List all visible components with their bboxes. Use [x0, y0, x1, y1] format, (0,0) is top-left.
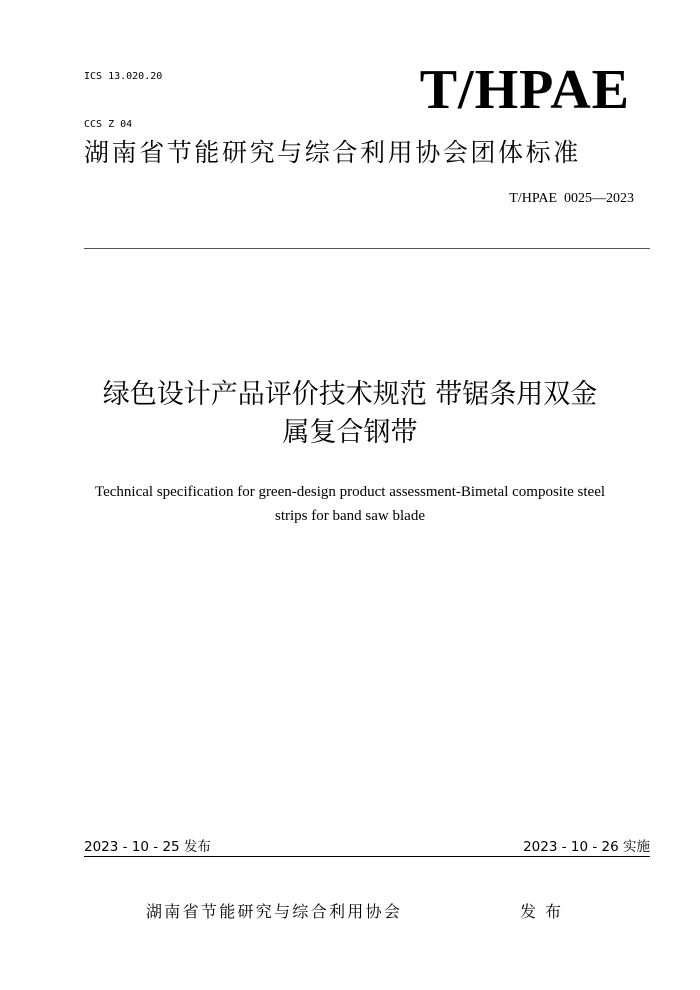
chinese-title — [0, 376, 700, 452]
english-title — [60, 480, 640, 528]
chinese-title-line-1: 绿色设计产品评价技术规范 带锯条用双金 — [102, 379, 598, 410]
issuing-organization: 湖南省节能研究与综合利用协会 — [146, 902, 403, 921]
chinese-title-line-2: 属复合钢带 — [282, 417, 418, 448]
organization-title: 湖南省节能研究与综合利用协会团体标准 — [84, 138, 581, 167]
classification-codes — [84, 37, 162, 149]
english-title-line-1: Technical specification for green-design product assessment-Bimetal composite steel — [94, 484, 606, 500]
standard-logo: T/HPAE — [419, 59, 630, 121]
ccs-code: CCS Z 04 — [84, 119, 133, 130]
header-divider — [84, 248, 650, 249]
english-title-line-2: strips for band saw blade — [275, 508, 425, 524]
issue-label: 发布 — [520, 902, 571, 921]
footer-divider — [84, 856, 650, 857]
standard-number: T/HPAE 0025—2023 — [509, 191, 634, 206]
effective-date: 2023 - 10 - 26 实施 — [523, 839, 650, 855]
publish-date: 2023 - 10 - 25 发布 — [84, 839, 211, 855]
ics-code: ICS 13.020.20 — [84, 71, 163, 82]
